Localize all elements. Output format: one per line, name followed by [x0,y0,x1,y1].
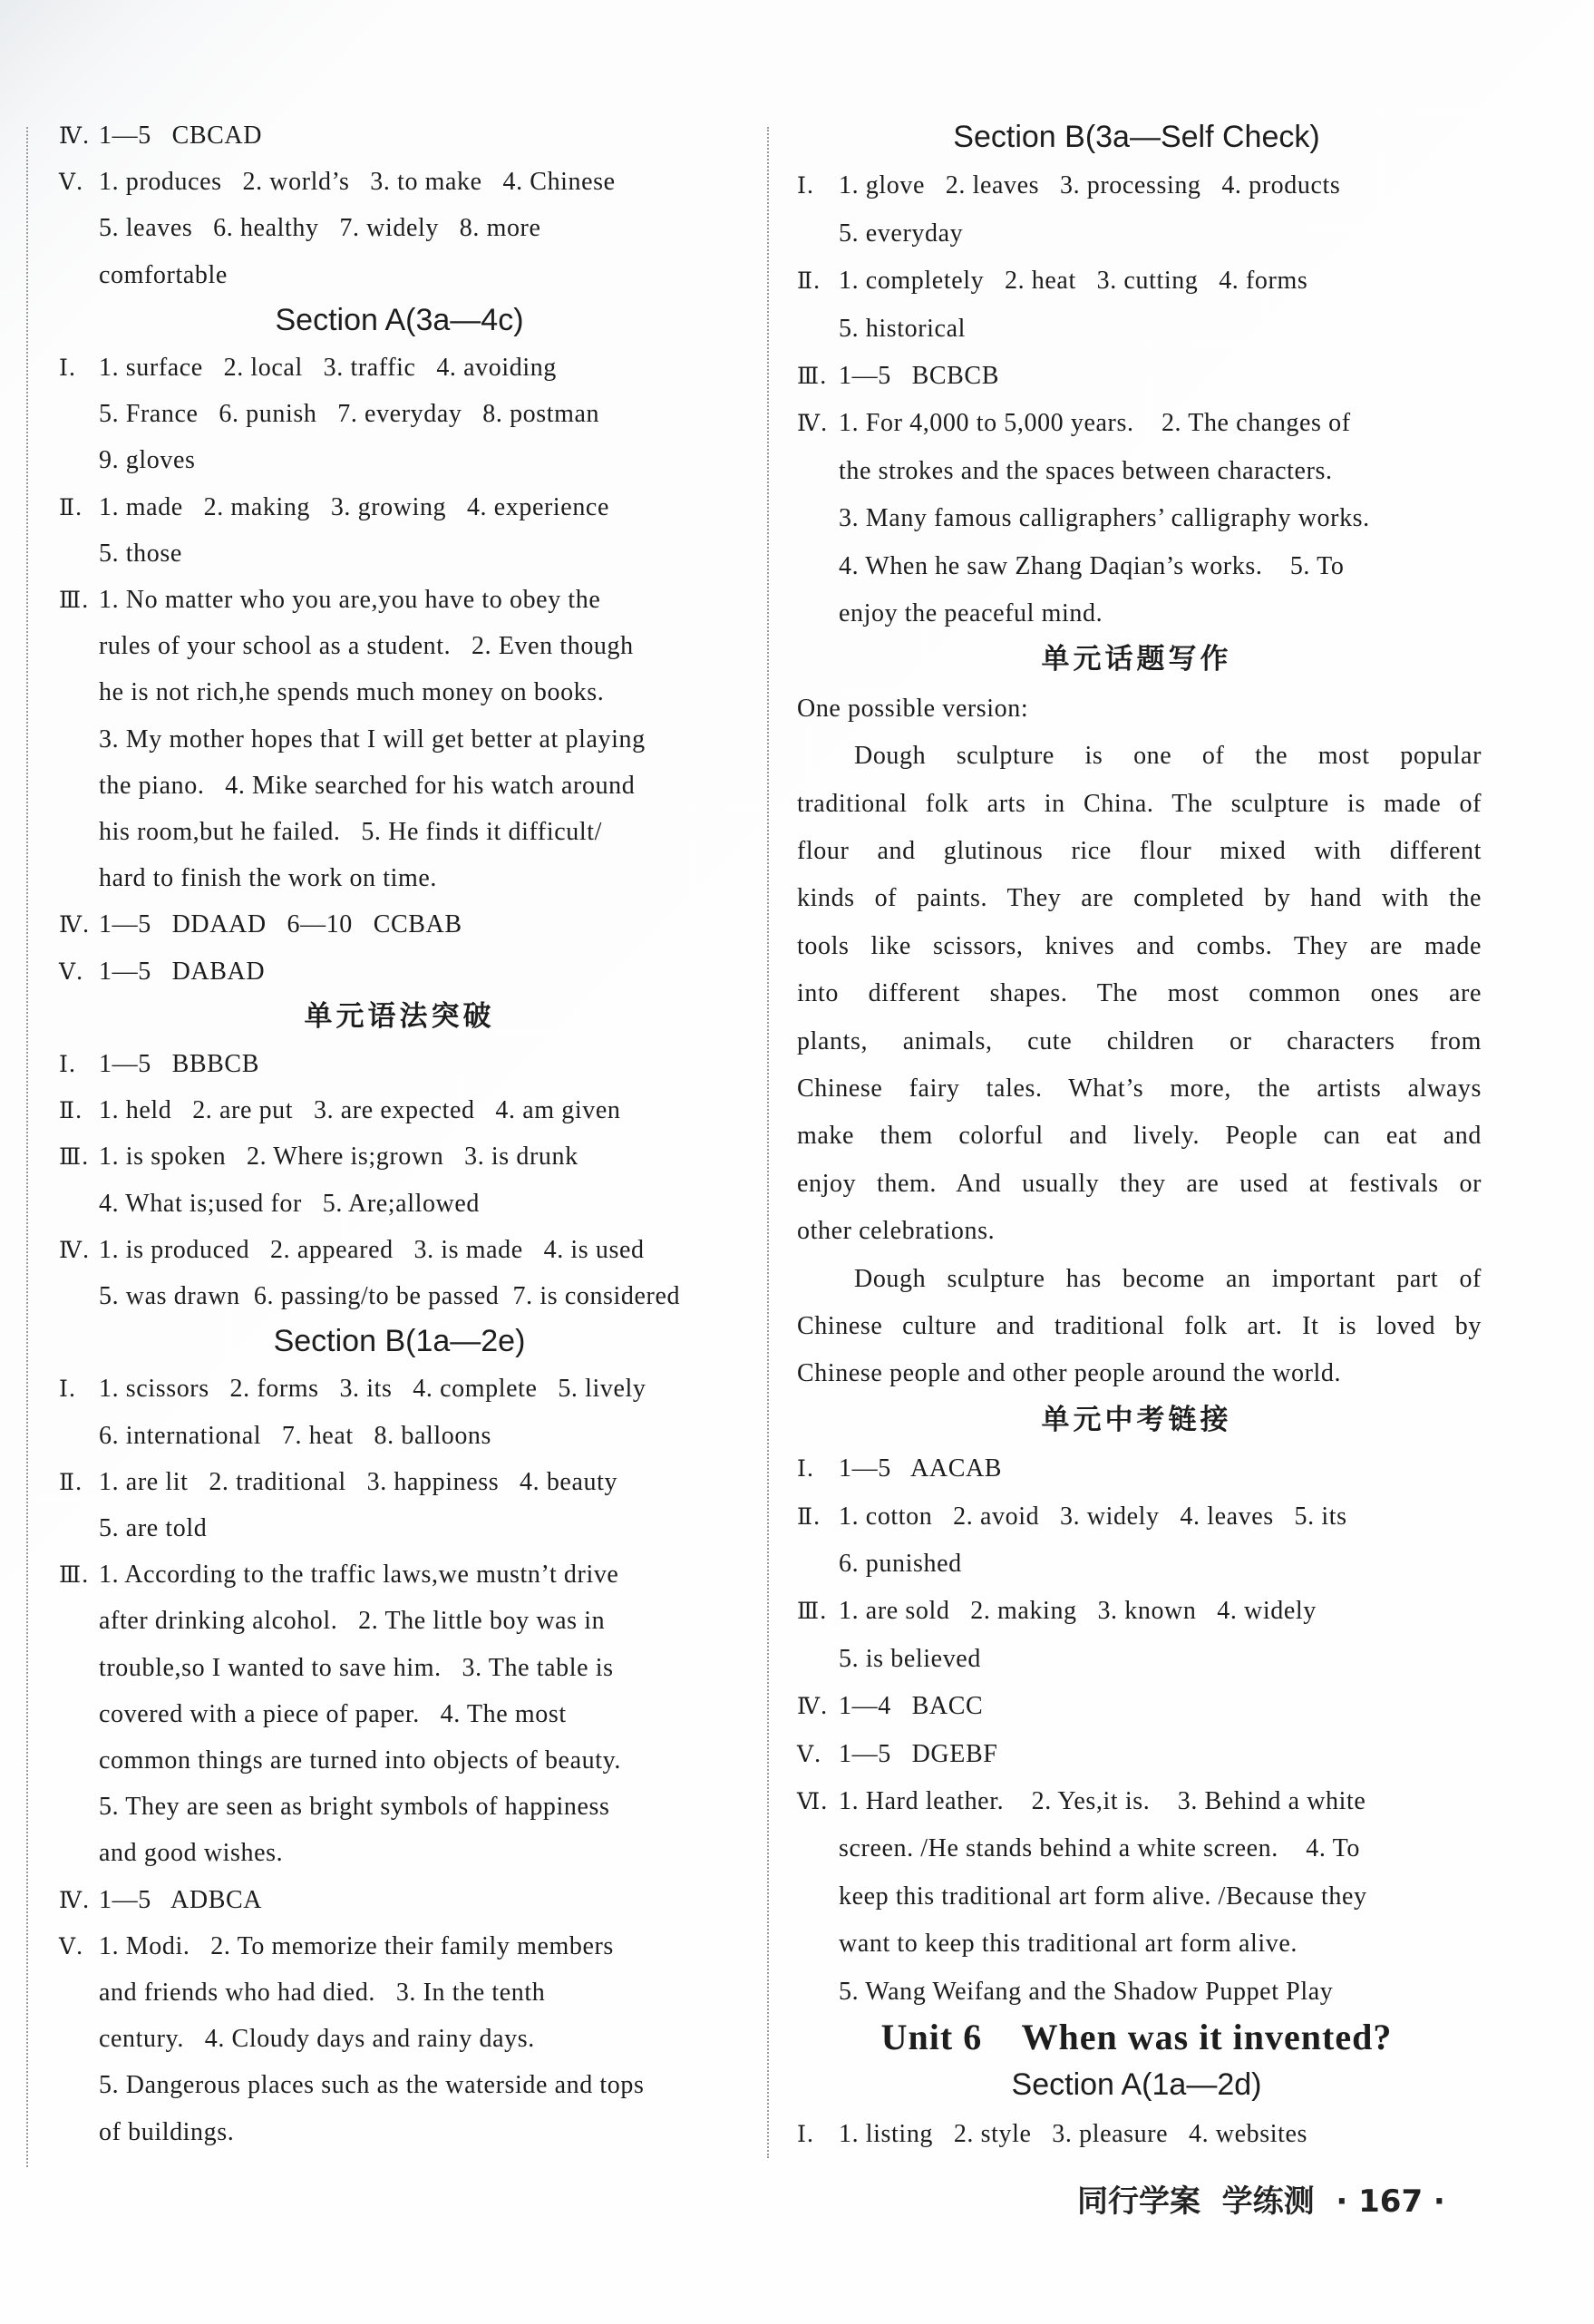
page-number: · 167 · [1336,2183,1445,2220]
chinese-section-heading: 单元话题写作 [1041,643,1232,676]
answer-continuation: 5. Wang Weifang and the Shadow Puppet Play [839,1977,1334,2006]
answer-line [59,1232,645,1269]
essay-line: Dough sculpture has become an important part of [854,1264,1482,1293]
answer-line [59,1371,646,1407]
section-heading: Section A(3a—4c) [275,302,524,337]
answer-continuation: 9. gloves [99,446,196,475]
answer-line [797,2116,1307,2153]
answer-text: 1. held 2. are put 3. are expected 4. am given [99,1096,621,1125]
answer-line [797,1499,1347,1535]
answer-line [59,1093,620,1129]
question-group-numeral: Ⅰ. [797,1455,815,1483]
answer-line [797,405,1351,442]
answer-line [59,350,557,386]
answer-continuation: 6. punished [839,1550,962,1578]
question-group-numeral: Ⅰ. [797,2120,815,2147]
answer-line [797,358,999,394]
question-group-numeral: Ⅲ. [59,1561,90,1589]
answer-continuation: 5. Dangerous places such as the waterside and tops [99,2071,645,2100]
answer-line [59,954,265,990]
answer-line [59,1046,259,1083]
answer-line [797,1688,983,1725]
answer-continuation: screen. /He stands behind a white screen. 4. To [839,1834,1360,1863]
question-group-numeral: Ⅰ. [59,1051,77,1077]
answer-continuation: comfortable [99,260,228,289]
essay-line: tools like scissors, knives and combs. They are made [797,931,1482,960]
essay-line: Dough sculpture is one of the most popular [854,742,1482,771]
answer-continuation: 5. leaves 6. healthy 7. widely 8. more [99,214,541,243]
answer-continuation: 6. international 7. heat 8. balloons [99,1421,492,1450]
answer-line [797,1784,1366,1820]
question-group-numeral: Ⅲ. [797,363,828,389]
answer-text: 1. glove 2. leaves 3. processing 4. products [839,171,1341,200]
essay-line: Chinese fairy tales. What’s more, the artists always [797,1074,1482,1103]
question-group-numeral: Ⅱ. [59,493,83,520]
answer-line [797,168,1340,204]
answer-continuation: want to keep this traditional art form alive. [839,1930,1298,1959]
answer-continuation: century. 4. Cloudy days and rainy days. [99,2025,535,2054]
answer-text: 1—5 BCBCB [839,362,999,390]
unit-title: Unit 6 When was it invented? [880,2017,1393,2057]
question-group-numeral: Ⅵ. [797,1788,829,1814]
answer-text: 1. For 4,000 to 5,000 years. 2. The changes of [839,409,1351,438]
essay-line: traditional folk arts in China. The sculpture is made of [797,789,1482,818]
answer-text: 1—5 CBCAD [99,122,263,150]
answer-text: 1. cotton 2. avoid 3. widely 4. leaves 5. its [839,1502,1347,1531]
answer-text: 1—5 AACAB [839,1454,1003,1483]
question-group-numeral: Ⅴ. [797,1740,822,1767]
question-group-numeral: Ⅴ. [59,169,84,196]
answer-continuation: after drinking alcohol. 2. The little boy was in [99,1607,606,1636]
answer-continuation: 4. When he saw Zhang Daqian’s works. 5. To [839,551,1345,580]
question-group-numeral: Ⅳ. [797,410,829,437]
question-group-numeral: Ⅳ. [59,911,91,938]
question-group-numeral: Ⅴ. [59,958,84,985]
answer-continuation: the piano. 4. Mike searched for his watch around [99,771,636,800]
answer-text: 1. No matter who you are,you have to obey the [99,586,601,614]
answer-continuation: 5. was drawn 6. passing/to be passed 7. is considered [99,1282,681,1310]
answer-continuation: 5. are told [99,1514,208,1542]
answer-continuation: hard to finish the work on time. [99,864,438,893]
question-group-numeral: Ⅰ. [59,355,77,381]
question-group-numeral: Ⅳ. [59,122,91,149]
answer-line [59,1464,617,1501]
answer-continuation: trouble,so I wanted to save him. 3. The table is [99,1653,614,1682]
question-group-numeral: Ⅴ. [59,1932,84,1959]
answer-text: 1—5 ADBCA [99,1885,263,1914]
answer-line [59,1557,618,1593]
answer-line [59,907,462,943]
question-group-numeral: Ⅳ. [59,1236,91,1263]
answer-text: 1. scissors 2. forms 3. its 4. complete 5. lively [99,1375,646,1404]
answer-text: 1. made 2. making 3. growing 4. experience [99,492,609,521]
column-divider-dotted-line [767,127,769,2158]
chinese-section-heading: 单元语法突破 [304,999,495,1033]
answer-continuation: the strokes and the spaces between characters. [839,456,1333,485]
answer-text: 1. Modi. 2. To memorize their family members [99,1931,614,1960]
answer-text: 1. are lit 2. traditional 3. happiness 4. beauty [99,1467,618,1496]
essay-line: One possible version: [797,694,1029,723]
answer-continuation: 3. My mother hopes that I will get better at playing [99,724,646,754]
answer-line [59,1882,262,1919]
answer-line [797,263,1307,299]
answer-text: 1. listing 2. style 3. pleasure 4. websites [839,2119,1308,2148]
essay-line: make them colorful and lively. People can eat and [797,1122,1482,1151]
answer-text: 1. Hard leather. 2. Yes,it is. 3. Behind a white [839,1787,1366,1815]
essay-line: Chinese people and other people around the world. [797,1359,1342,1388]
essay-line: Chinese culture and traditional folk art. It is loved by [797,1312,1482,1340]
essay-line: into different shapes. The most common ones are [797,979,1482,1008]
page-footer [1077,2176,1445,2221]
essay-line: other celebrations. [797,1217,996,1246]
section-heading: Section B(1a—2e) [273,1324,526,1359]
answer-continuation: rules of your school as a student. 2. Even though [99,632,634,661]
essay-line: plants, animals, cute children or characters from [797,1026,1482,1055]
answer-line [797,1593,1317,1629]
answer-line [59,490,609,526]
question-group-numeral: Ⅱ. [59,1097,83,1124]
answer-continuation: 5. those [99,539,182,568]
footer-brand: 同行学案 学练测 [1077,2183,1315,2220]
section-heading: Section A(1a—2d) [1011,2067,1262,2103]
answer-text: 1—5 DABAD [99,957,266,986]
answer-line [59,164,616,200]
answer-continuation: 5. historical [839,314,966,343]
essay-line: flour and glutinous rice flour mixed with different [797,837,1482,865]
answer-continuation: 5. is believed [839,1644,981,1673]
question-group-numeral: Ⅲ. [59,587,90,613]
answer-text: 1. surface 2. local 3. traffic 4. avoiding [99,354,557,382]
answer-continuation: common things are turned into objects of beauty. [99,1746,621,1775]
answer-continuation: 5. They are seen as bright symbols of happiness [99,1793,610,1822]
answer-text: 1. produces 2. world’s 3. to make 4. Chinese [99,168,616,197]
answer-text: 1. are sold 2. making 3. known 4. widely [839,1597,1317,1626]
question-group-numeral: Ⅱ. [797,267,821,295]
answer-continuation: and friends who had died. 3. In the tenth [99,1979,546,2007]
question-group-numeral: Ⅲ. [797,1598,828,1625]
question-group-numeral: Ⅲ. [59,1143,90,1171]
section-heading: Section B(3a—Self Check) [953,120,1320,154]
essay-line: enjoy them. And usually they are used at festivals or [797,1169,1482,1198]
answer-continuation: 4. What is;used for 5. Are;allowed [99,1189,480,1218]
answer-continuation: 5. everyday [839,219,964,248]
essay-line: kinds of paints. They are completed by hand with the [797,884,1482,913]
answer-line [797,1736,997,1773]
answer-continuation: 3. Many famous calligraphers’ calligraphy works. [839,504,1370,533]
answer-continuation: he is not rich,he spends much money on books. [99,678,605,707]
answer-continuation: 5. France 6. punish 7. everyday 8. postman [99,400,600,429]
answer-line [59,582,600,618]
question-group-numeral: Ⅱ. [59,1468,83,1495]
answer-text: 1. is spoken 2. Where is;grown 3. is drunk [99,1143,578,1172]
answer-text: 1—5 DGEBF [839,1739,998,1768]
answer-continuation: enjoy the peaceful mind. [839,599,1103,627]
question-group-numeral: Ⅱ. [797,1502,821,1530]
answer-continuation: his room,but he failed. 5. He finds it difficult/ [99,818,602,846]
answer-text: 1—5 DDAAD 6—10 CCBAB [99,910,462,939]
answer-continuation: of buildings. [99,2117,235,2146]
question-group-numeral: Ⅳ. [797,1693,829,1720]
answer-continuation: and good wishes. [99,1839,284,1868]
answer-text: 1—4 BACC [839,1692,984,1721]
question-group-numeral: Ⅰ. [59,1376,77,1403]
answer-line [59,1139,578,1175]
question-group-numeral: Ⅰ. [797,172,815,199]
answer-text: 1—5 BBBCB [99,1050,259,1078]
answer-text: 1. According to the traffic laws,we mustn’t drive [99,1561,619,1590]
answer-continuation: covered with a piece of paper. 4. The most [99,1699,567,1728]
question-group-numeral: Ⅳ. [59,1886,91,1913]
answer-text: 1. completely 2. heat 3. cutting 4. forms [839,267,1308,296]
left-margin-dotted-line [26,127,28,2167]
answer-line [797,1451,1002,1487]
answer-continuation: keep this traditional art form alive. /Because they [839,1882,1367,1911]
answer-line [59,118,262,154]
answer-line [59,1929,614,1965]
chinese-section-heading: 单元中考链接 [1041,1403,1232,1436]
answer-text: 1. is produced 2. appeared 3. is made 4. is used [99,1235,645,1264]
